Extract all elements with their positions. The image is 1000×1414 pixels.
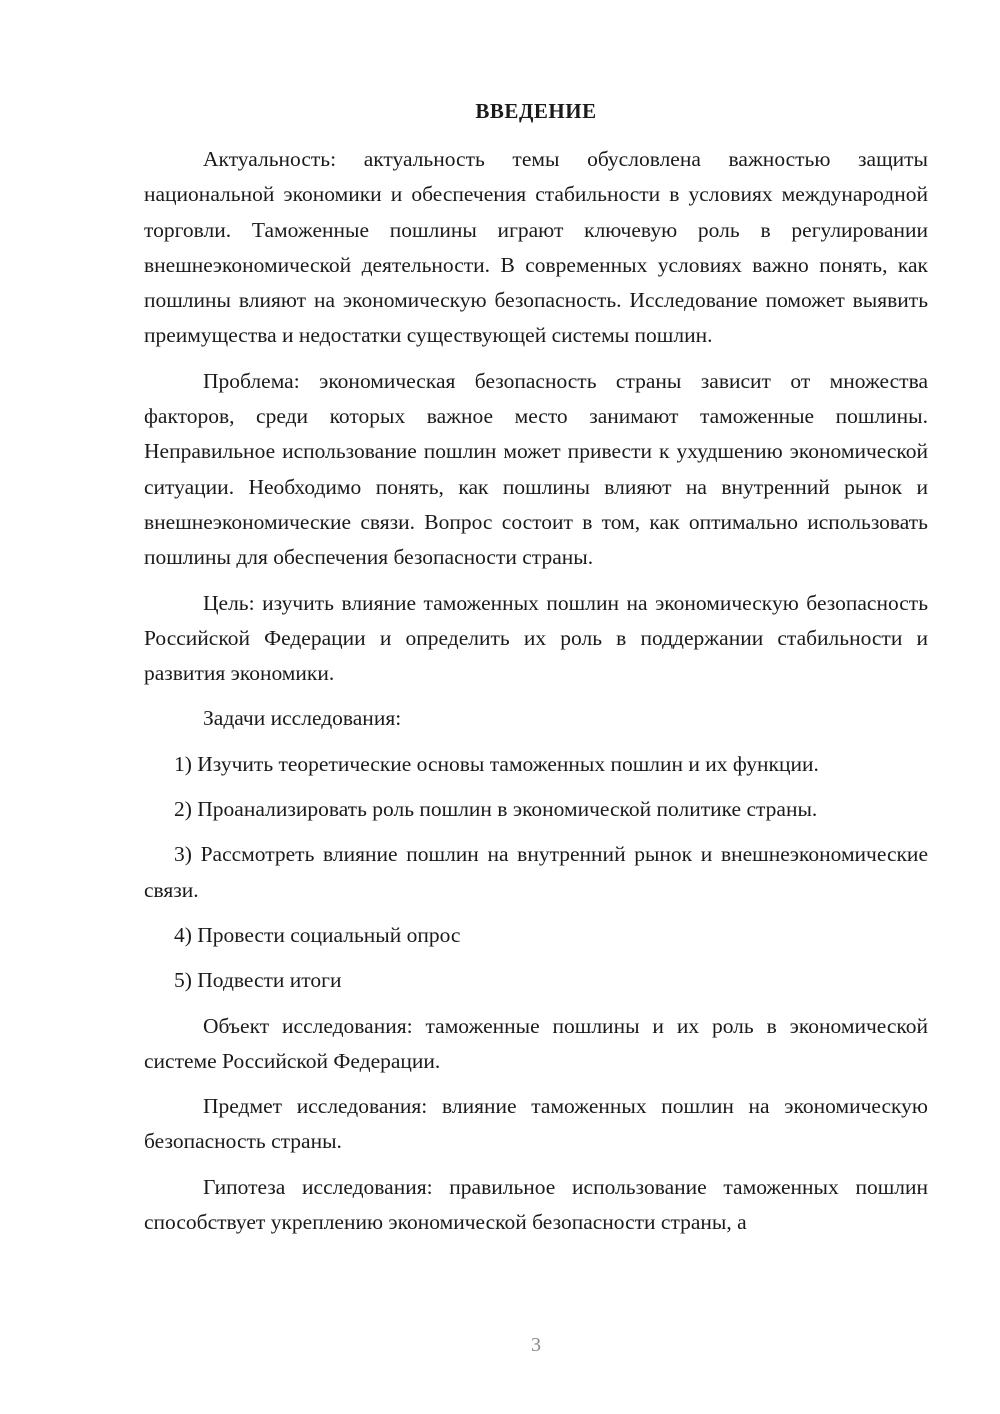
task-item: 2) Проанализировать роль пошлин в экономической политике страны.: [174, 797, 818, 822]
task-item: 1) Изучить теоретические основы таможенных пошлин и их функции.: [174, 751, 819, 776]
task-item: 3) Рассмотреть влияние пошлин на внутренний рынок и внешнеэкономические связи.: [144, 842, 928, 902]
paragraph-goal: Цель: изучить влияние таможенных пошлин на экономическую безопасность Российской Федерации и определить их роль в поддержании стабильности и развития экономики.: [144, 590, 928, 686]
paragraph-subject: Предмет исследования: влияние таможенных пошлин на экономическую безопасность страны.: [144, 1094, 928, 1154]
paragraph-hypothesis: Гипотеза исследования: правильное использование таможенных пошлин способствует укреплению экономической безопасности страны, а: [144, 1174, 928, 1235]
section-title: ВВЕДЕНИЕ: [475, 99, 597, 123]
paragraph-relevance: Актуальность: актуальность темы обусловлена важностью защиты национальной экономики и обеспечения стабильности в условиях международной торговли. Таможенные пошлины играют ключевую роль в регулировании внешнеэкономической деятельности. В современных условиях важно понять, как пошлины влияют на экономическую безопасность. Исследование поможет выявить преимущества и недостатки существующей системы пошлин.: [144, 147, 928, 348]
paragraph-problem: Проблема: экономическая безопасность страны зависит от множества факторов, среди которых важное место занимают таможенные пошлины. Неправильное использование пошлин может привести к ухудшению экономической ситуации. Необходимо понять, как пошлины влияют на внутренний рынок и внешнеэкономические связи. Вопрос состоит в том, как оптимально использовать пошлины для обеспечения безопасности страны.: [144, 368, 928, 570]
tasks-heading: Задачи исследования:: [203, 706, 402, 731]
body-text: [144, 142, 928, 1250]
task-item: 5) Подвести итоги: [174, 968, 342, 993]
page-number: 3: [531, 1334, 541, 1356]
paragraph-object: Объект исследования: таможенные пошлины и их роль в экономической системе Российской Федерации.: [144, 1013, 928, 1073]
task-item: 4) Провести социальный опрос: [174, 922, 461, 947]
